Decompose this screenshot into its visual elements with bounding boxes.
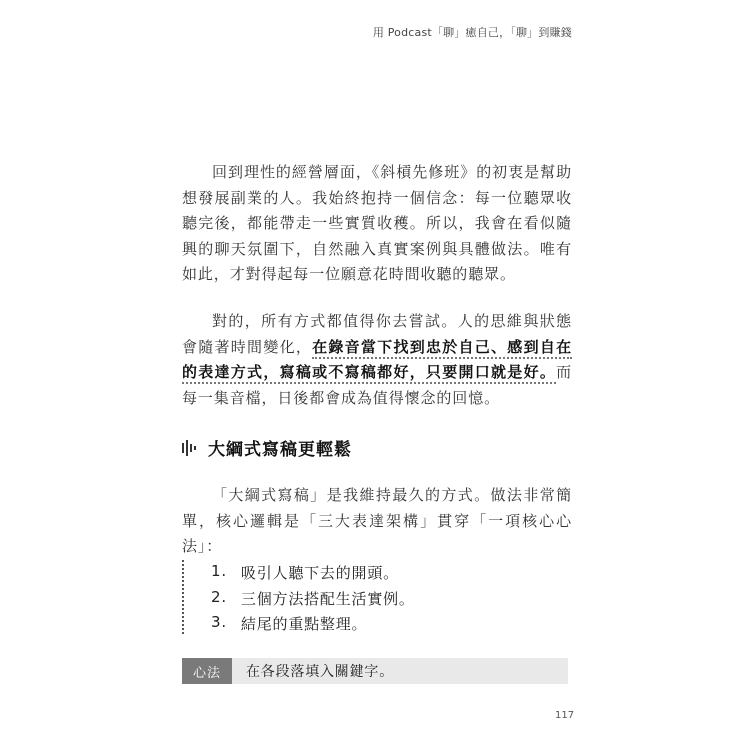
paragraph-2-outro: 而每一集音檔，日後都會成為值得懷念的回憶。 <box>182 363 572 407</box>
running-header: 用 Podcast「聊」癒自己，「聊」到賺錢 <box>372 26 572 39</box>
list-item-text: 三個方法搭配生活實例。 <box>240 590 415 608</box>
list-item-number: 3. <box>211 613 227 631</box>
list-item <box>211 562 399 583</box>
outline-list <box>182 560 574 634</box>
list-item-number: 2. <box>211 588 227 606</box>
list-item-text: 吸引人聽下去的開頭。 <box>240 564 399 582</box>
paragraph-2 <box>182 309 572 411</box>
section-heading <box>182 435 352 460</box>
page-number: 117 <box>555 710 575 721</box>
sound-wave-icon <box>182 439 198 457</box>
list-item-number: 1. <box>211 562 227 580</box>
paragraph-1: 回到理性的經營層面，《斜槓先修班》的初衷是幫助想發展副業的人。我始終抱持一個信念：每一位聽眾收聽完後，都能帶走一些實質收穫。所以，我會在看似隨興的聊天氛圍下，自然融入真實案例與具體做法。唯有如此，才對得起每一位願意花時間收聽的聽眾。 <box>182 163 572 283</box>
tip-box <box>182 658 568 684</box>
paragraph-3: 「大綱式寫稿」是我維持最久的方式。做法非常簡單，核心邏輯是「三大表達架構」貫穿「一項核心心法」： <box>182 486 572 555</box>
list-item-text: 結尾的重點整理。 <box>240 615 368 633</box>
tip-label: 心法 <box>182 658 232 684</box>
paragraph-2-intro: 對的，所有方式都值得你去嘗試。人的思維與狀態會隨著時間變化， <box>182 312 572 356</box>
tip-text: 在各段落填入關鍵字。 <box>246 664 394 680</box>
list-item <box>211 588 415 609</box>
paragraph-2-emphasis: 在錄音當下找到忠於自己、感到自在的表達方式，寫稿或不寫稿都好，只要開口就是好。 <box>182 338 572 385</box>
list-item <box>211 613 367 634</box>
section-heading-text: 大綱式寫稿更輕鬆 <box>208 440 352 460</box>
